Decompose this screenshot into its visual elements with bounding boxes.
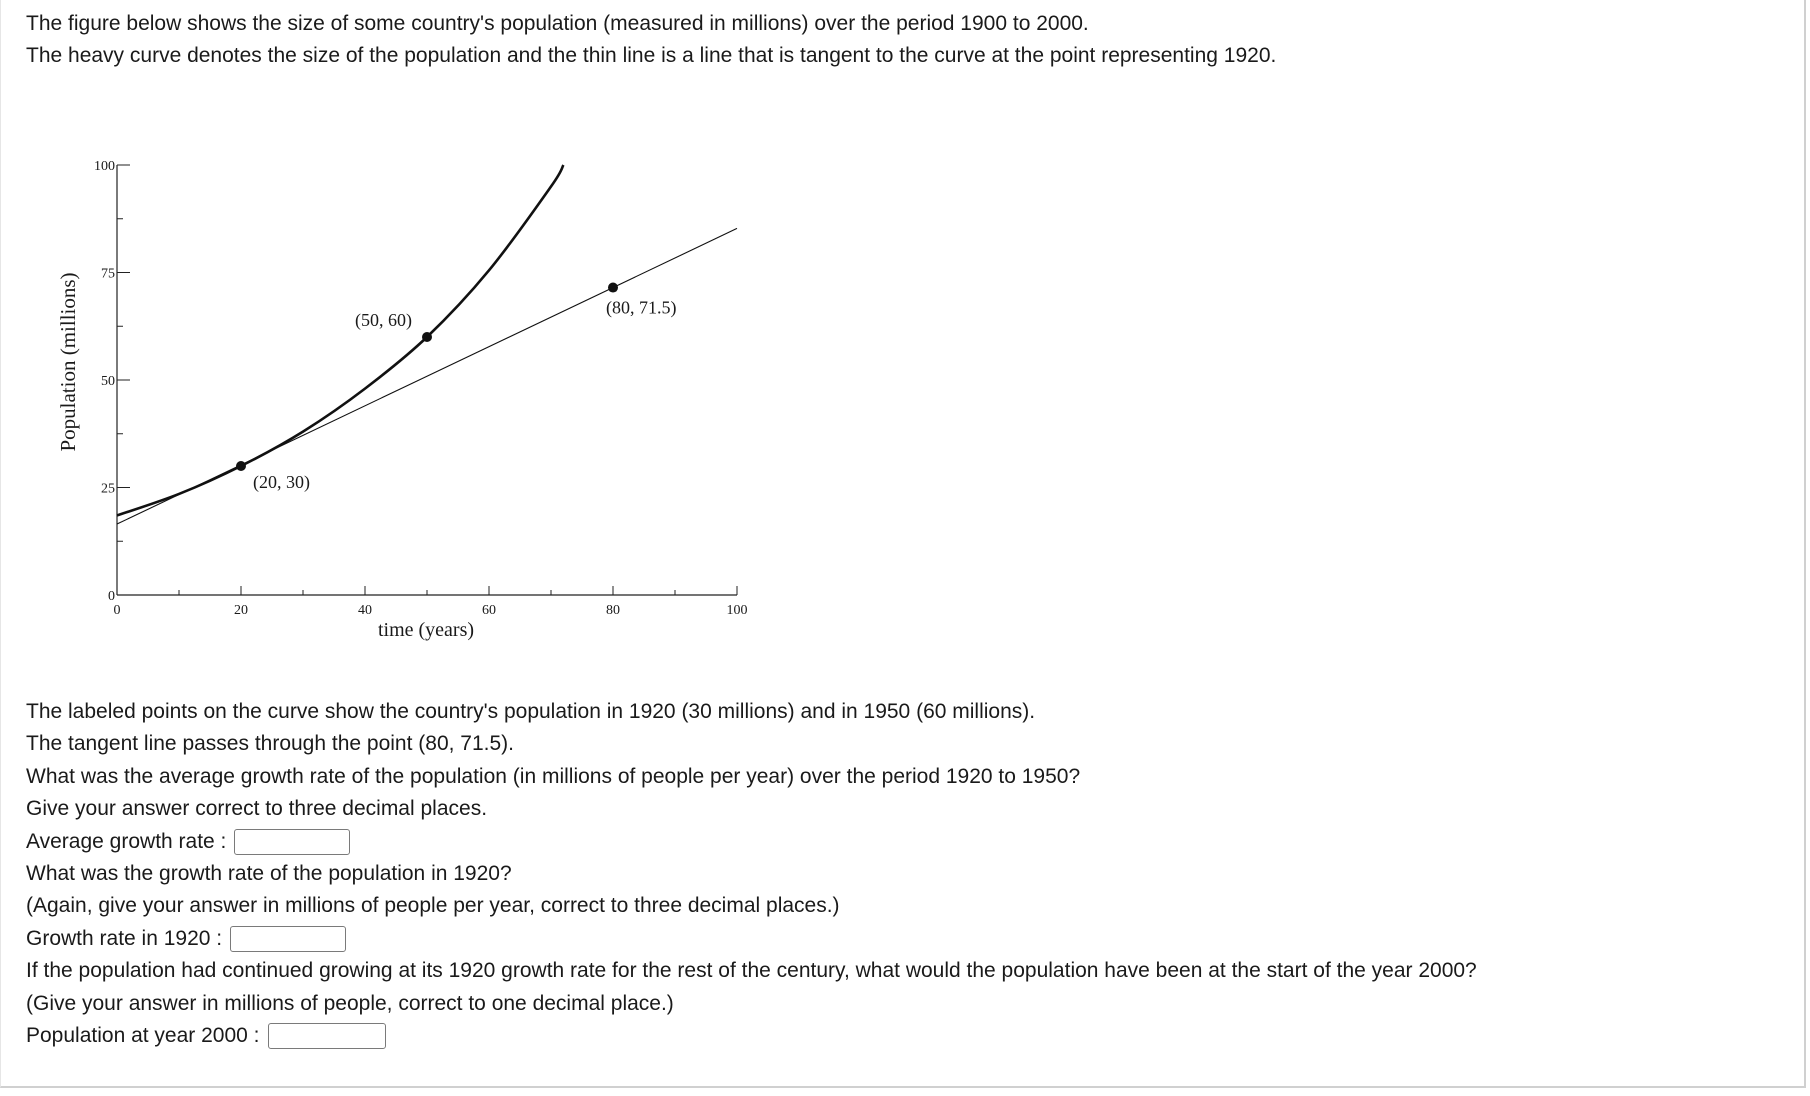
y-tick-label: 75: [101, 266, 115, 282]
y-axis-label: Population (millions): [56, 272, 80, 452]
population-chart: [51, 150, 771, 650]
question-text-7: If the population had continued growing at its 1920 growth rate for the rest of the century, what would the population have been at the start of the year 2000?: [26, 959, 1477, 983]
y-tick-label: 0: [108, 589, 115, 604]
x-tick-label: 100: [726, 603, 748, 618]
question-text-8: (Give your answer in millions of people, correct to one decimal place.): [26, 991, 674, 1015]
average-growth-label: Average growth rate :: [26, 829, 227, 853]
population-2000-row: [26, 1020, 1477, 1052]
x-tick-label: 80: [606, 603, 620, 618]
population-2000-label: Population at year 2000 :: [26, 1024, 260, 1048]
population-2000-input[interactable]: [268, 1023, 386, 1049]
y-tick-label: 100: [94, 159, 115, 174]
question-text-1: The labeled points on the curve show the country's population in 1920 (30 millions) and in 1950 (60 millions).: [26, 700, 1036, 723]
average-growth-row: [26, 826, 1477, 858]
point-label: (20, 30): [253, 472, 310, 492]
problem-intro: [26, 8, 1276, 72]
data-point: [608, 283, 618, 293]
question-text-4: Give your answer correct to three decimal places.: [26, 797, 488, 821]
data-point: [236, 461, 246, 471]
growth-1920-row: [26, 923, 1477, 955]
tangent-line: [117, 228, 737, 524]
x-tick-label: 40: [358, 603, 372, 618]
intro-line-2: The heavy curve denotes the size of the population and the thin line is a line that is tangent to the curve at the point representing 1920.: [26, 44, 1277, 67]
growth-1920-input[interactable]: [230, 926, 346, 952]
point-label: (50, 60): [355, 310, 412, 330]
question-text-6: (Again, give your answer in millions of people per year, correct to three decimal places.): [26, 894, 840, 918]
average-growth-input[interactable]: [234, 829, 350, 855]
chart-axes: [94, 159, 748, 618]
question-text-2: The tangent line passes through the point (80, 71.5).: [26, 732, 514, 756]
data-point: [422, 332, 432, 342]
y-tick-label: 25: [101, 481, 115, 497]
x-tick-label: 60: [482, 603, 496, 618]
chart-points: [236, 283, 677, 493]
population-curve: [117, 165, 563, 515]
questions: [26, 696, 1477, 1052]
x-tick-label: 0: [113, 603, 121, 618]
intro-line-1: The figure below shows the size of some country's population (measured in millions) over the period 1900 to 2000.: [26, 12, 1089, 35]
y-tick-label: 50: [101, 374, 115, 389]
point-label: (80, 71.5): [606, 297, 677, 318]
chart-series: [117, 165, 737, 524]
x-axis-label: time (years): [377, 619, 475, 641]
x-tick-label: 20: [234, 603, 248, 618]
question-text-5: What was the growth rate of the population in 1920?: [26, 862, 512, 886]
question-text-3: What was the average growth rate of the population (in millions of people per year) over the period 1920 to 1950?: [26, 764, 1081, 788]
growth-1920-label: Growth rate in 1920 :: [26, 926, 223, 950]
